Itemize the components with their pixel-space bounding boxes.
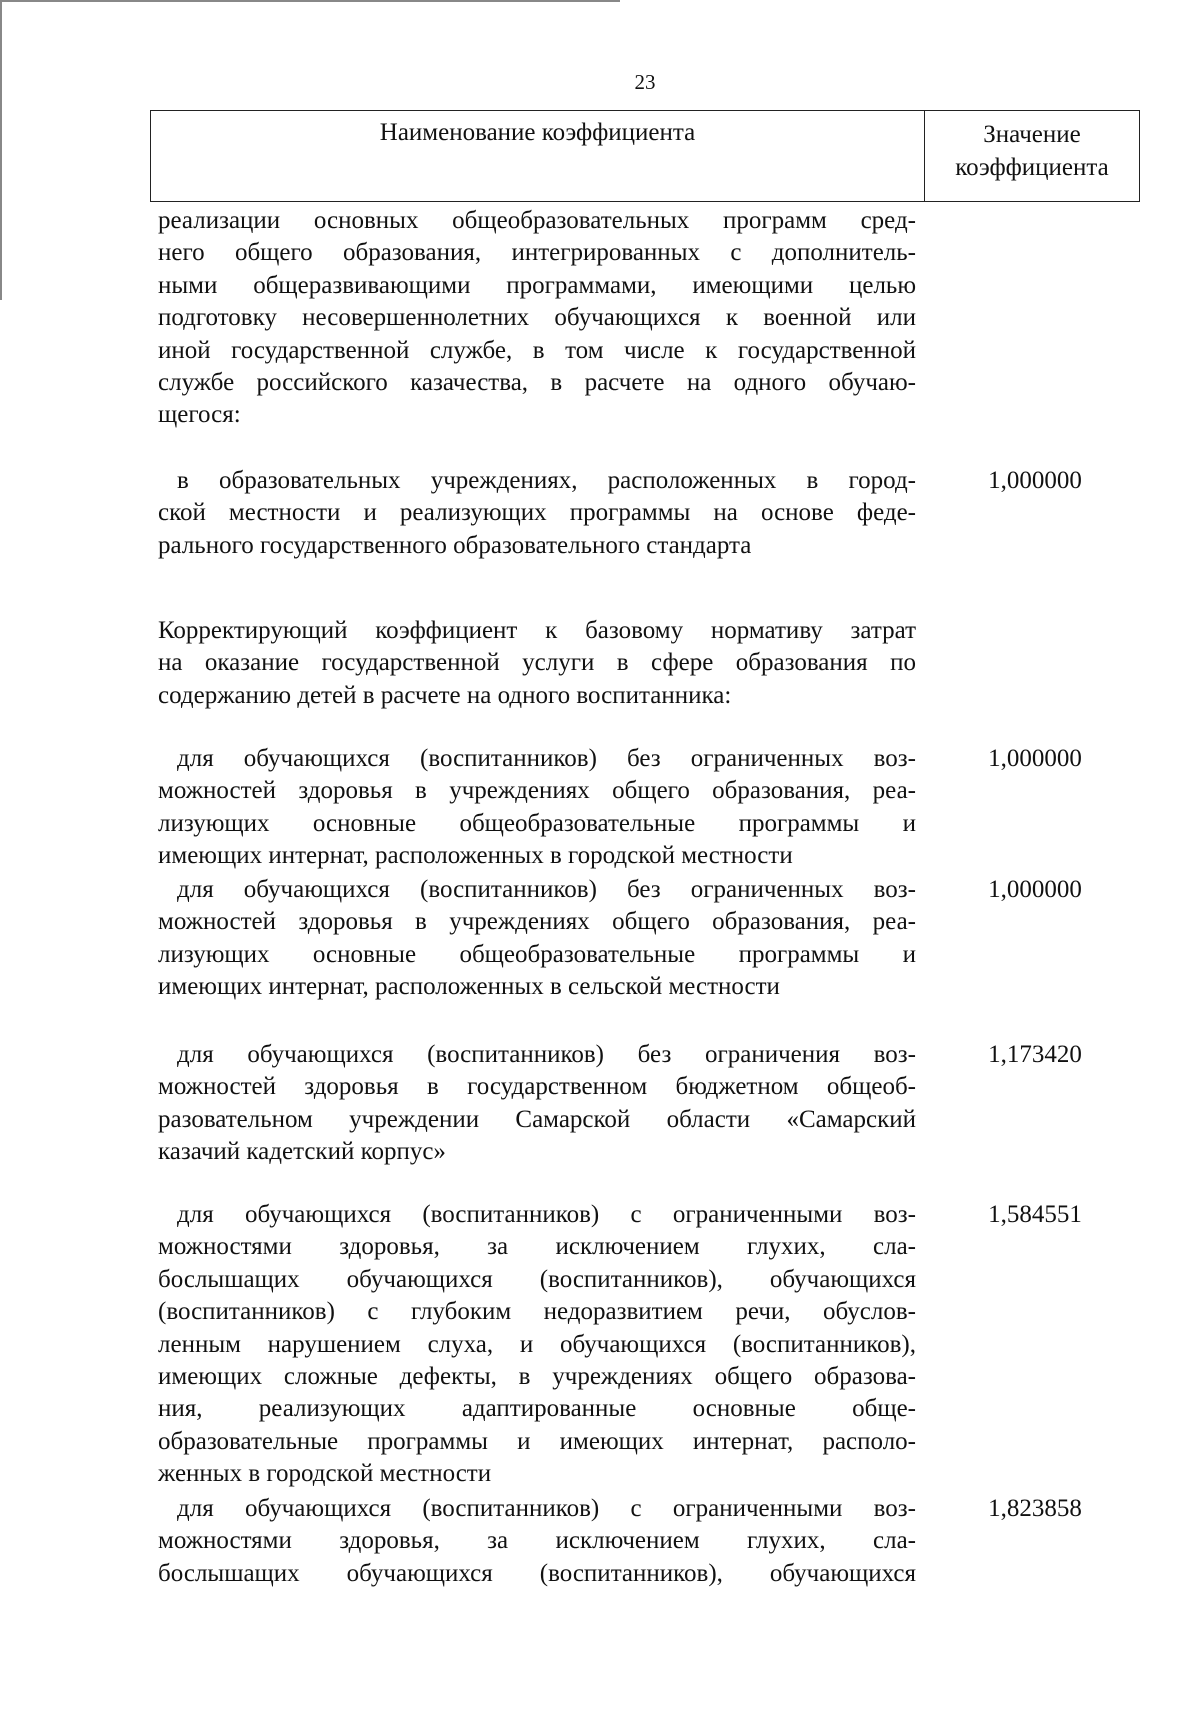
text-line: для обучающихся (воспитанников) без ограниченных воз- (177, 876, 916, 903)
coefficient-value: 1,000000 (988, 745, 1082, 772)
text-line: (воспитанников) с глубоким недоразвитием речи, обуслов- (158, 1298, 916, 1326)
text-line: лизующих основные общеобразовательные программы и (158, 940, 916, 968)
text-line: можностями здоровья, за исключением глухих, сла- (158, 1233, 916, 1261)
text-line: в образовательных учреждениях, расположенных в город- (177, 467, 916, 494)
table-header (150, 110, 1140, 202)
text-line: для обучающихся (воспитанников) с ограниченными воз- (177, 1201, 916, 1228)
text-line: разовательном учреждении Самарской области «Самарский (158, 1105, 916, 1133)
text-line: казачий кадетский корпус» (158, 1138, 446, 1166)
text-line: него общего образования, интегрированных с дополнитель- (158, 239, 916, 267)
coefficient-text-block (158, 205, 916, 432)
text-line: ленным нарушением слуха, и обучающихся (воспитанников), (158, 1330, 916, 1358)
text-line: бослышащих обучающихся (воспитанников), обучающихся (158, 1265, 916, 1293)
text-line: можностей здоровья в государственном бюджетном общеоб- (158, 1073, 916, 1101)
coefficient-text-block (158, 1199, 916, 1491)
column-header-value-line2: коэффициента (955, 154, 1109, 181)
text-line: на оказание государственной услуги в сфере образования по (158, 649, 916, 677)
text-line: реализации основных общеобразовательных программ сред- (158, 207, 916, 234)
text-line: можностей здоровья в учреждениях общего образования, реа- (158, 777, 916, 805)
text-line: службе российского казачества, в расчете на одного обучаю- (158, 369, 916, 397)
text-line: женных в городской местности (158, 1460, 492, 1488)
coefficient-value: 1,000000 (988, 467, 1082, 494)
coefficient-text-block (158, 743, 916, 873)
text-line: образовательные программы и имеющих интернат, располо- (158, 1427, 916, 1455)
coefficient-text-block (158, 1493, 916, 1590)
text-line: для обучающихся (воспитанников) без ограничения воз- (177, 1041, 916, 1068)
text-line: для обучающихся (воспитанников) без ограниченных воз- (177, 745, 916, 772)
coefficient-value: 1,173420 (988, 1041, 1082, 1068)
left-edge-rule (0, 0, 2, 300)
text-line: содержанию детей в расчете на одного воспитанника: (158, 681, 732, 709)
text-line: иной государственной службе, в том числе к государственной (158, 336, 916, 364)
coefficient-text-block (158, 465, 916, 562)
text-line: щегося: (158, 401, 241, 429)
text-line: для обучающихся (воспитанников) с ограниченными воз- (177, 1495, 916, 1522)
text-line: ными общеразвивающими программами, имеющими целью (158, 271, 916, 299)
text-line: можностей здоровья в учреждениях общего образования, реа- (158, 908, 916, 936)
text-line: подготовку несовершеннолетних обучающихся к военной или (158, 304, 916, 332)
coefficient-text-block (158, 874, 916, 1004)
page-number: 23 (634, 70, 656, 94)
text-line: имеющих сложные дефекты, в учреждениях общего образова- (158, 1363, 916, 1391)
text-line: Корректирующий коэффициент к базовому нормативу затрат (158, 617, 916, 644)
text-line: ния, реализующих адаптированные основные обще- (158, 1395, 916, 1423)
coefficient-text-block (158, 615, 916, 712)
column-header-value-line1: Значение (983, 121, 1081, 148)
text-line: ской местности и реализующих программы на основе феде- (158, 499, 916, 527)
text-line: бослышащих обучающихся (воспитанников), обучающихся (158, 1559, 916, 1587)
top-edge-rule (0, 0, 620, 2)
coefficient-value: 1,000000 (988, 876, 1082, 903)
coefficient-value: 1,823858 (988, 1495, 1082, 1522)
column-header-value (925, 111, 1139, 201)
text-line: имеющих интернат, расположенных в сельской местности (158, 973, 780, 1001)
coefficient-value: 1,584551 (988, 1201, 1082, 1228)
text-line: лизующих основные общеобразовательные программы и (158, 809, 916, 837)
text-line: рального государственного образовательного стандарта (158, 531, 752, 559)
coefficient-text-block (158, 1039, 916, 1169)
column-header-name: Наименование коэффициента (151, 111, 925, 201)
text-line: можностями здоровья, за исключением глухих, сла- (158, 1527, 916, 1555)
text-line: имеющих интернат, расположенных в городской местности (158, 842, 793, 870)
